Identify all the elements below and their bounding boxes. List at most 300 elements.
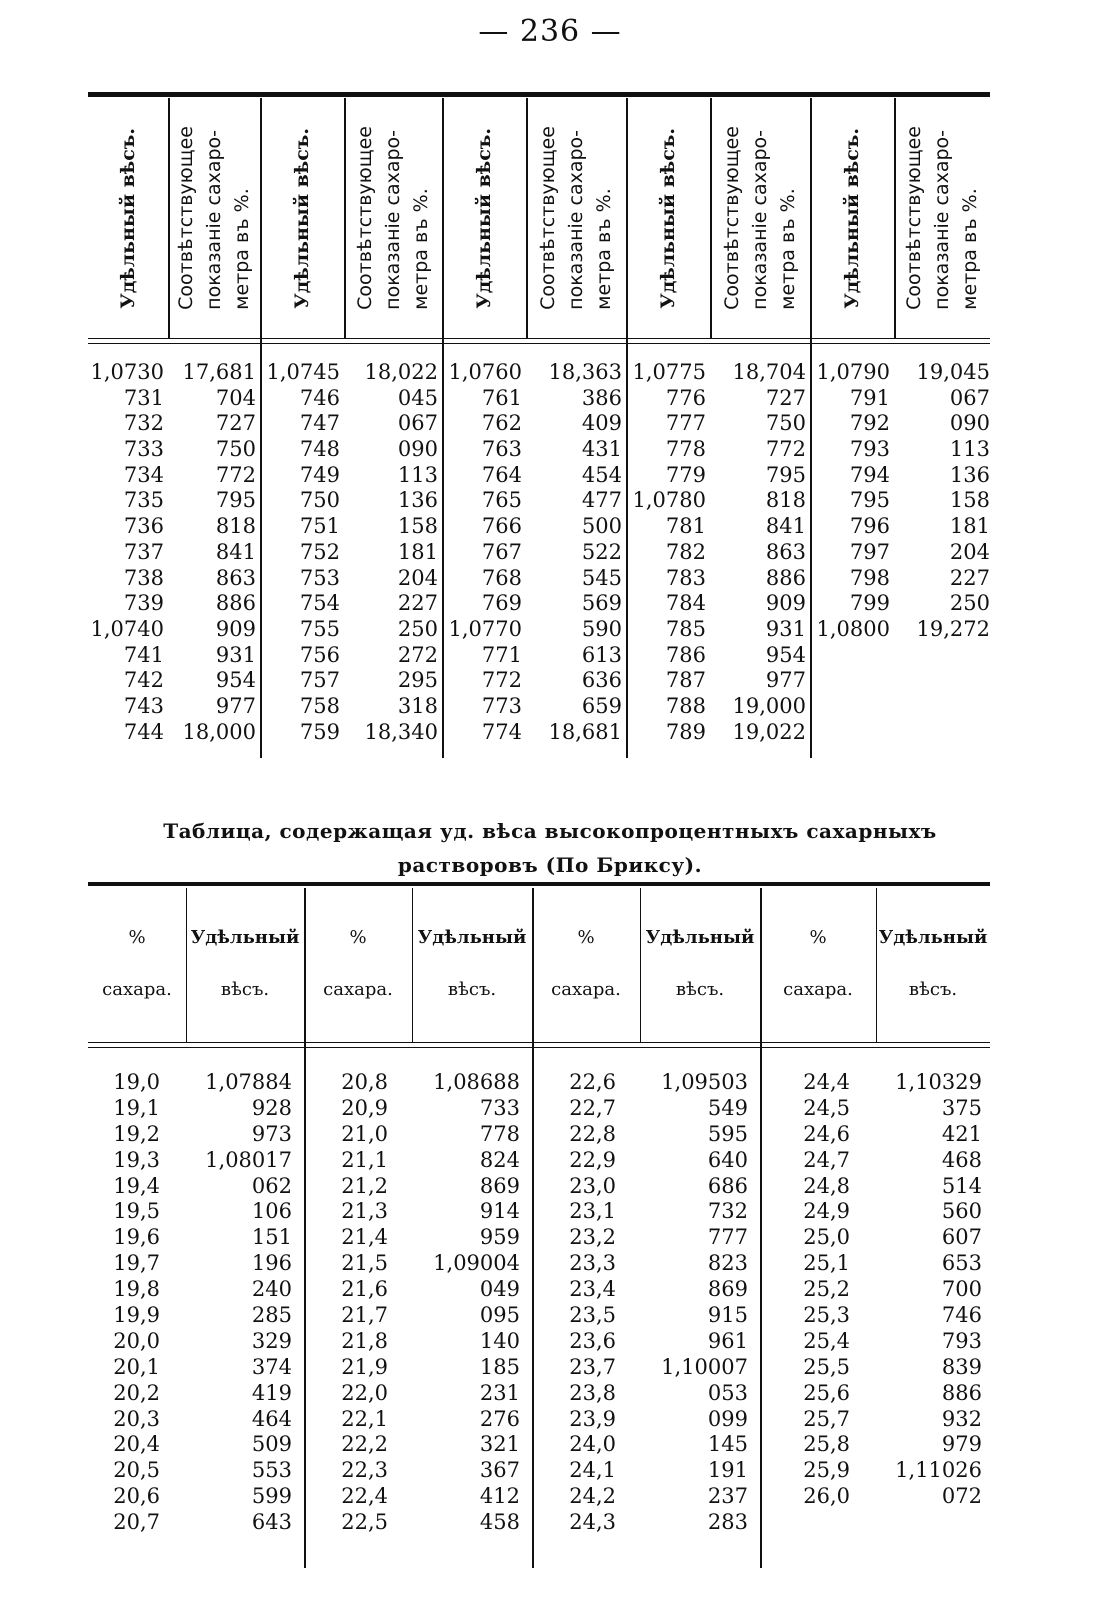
table-cell: 25,0: [803, 1225, 850, 1250]
table-cell: 607: [941, 1225, 982, 1250]
table-cell: 1,0740: [90, 616, 164, 641]
table-cell: 514: [941, 1173, 982, 1198]
table-cell: 23,3: [569, 1251, 616, 1276]
table-cell: 734: [123, 462, 164, 487]
table-cell: 19,3: [113, 1147, 160, 1172]
table-cell: 24,1: [569, 1458, 616, 1483]
header-specific-gravity: Удѣльный вѣсъ.: [117, 127, 139, 309]
table-cell: 23,8: [569, 1380, 616, 1405]
header-percent-sugar: % сахара.: [783, 927, 853, 1000]
table1-header-rule-2: [88, 343, 990, 344]
table-cell: 1,0800: [816, 616, 890, 641]
table-cell: 640: [707, 1147, 748, 1172]
table-cell: 19,8: [113, 1277, 160, 1302]
table-cell: 785: [665, 616, 706, 641]
table-cell: 915: [707, 1303, 748, 1328]
table-cell: 25,9: [803, 1458, 850, 1483]
table-cell: 792: [849, 411, 890, 436]
table-cell: 909: [765, 591, 806, 616]
table-cell: 553: [251, 1458, 292, 1483]
table-cell: 755: [299, 616, 340, 641]
header-percent-sugar: % сахара.: [551, 927, 621, 1000]
header-saccharometer-reading: Соотвѣтствующее показаніе сахаро- метра въ %.: [175, 126, 253, 310]
column-saccharometer: [710, 360, 806, 745]
table-cell: 185: [479, 1354, 520, 1379]
table-cell: 767: [481, 539, 522, 564]
table-cell: 636: [581, 668, 622, 693]
table-cell: 21,9: [341, 1354, 388, 1379]
table-cell: 931: [765, 616, 806, 641]
table-cell: 196: [251, 1251, 292, 1276]
header-specific-gravity: Удѣльный вѣсъ.: [473, 127, 495, 309]
header-percent-sugar: % сахара.: [102, 927, 172, 1000]
table-cell: 750: [765, 411, 806, 436]
table-cell: 784: [665, 591, 706, 616]
table-cell: 22,9: [569, 1147, 616, 1172]
table-cell: 421: [941, 1121, 982, 1146]
table-cell: 18,000: [182, 719, 256, 744]
table-cell: 295: [397, 668, 438, 693]
table-cell: 793: [849, 437, 890, 462]
column-specific-gravity: [260, 360, 340, 745]
table-cell: 20,5: [113, 1458, 160, 1483]
table-cell: 1,10329: [895, 1070, 982, 1094]
table-cell: 1,0780: [632, 488, 706, 513]
table-cell: 743: [123, 693, 164, 718]
table-cell: 769: [481, 591, 522, 616]
table-cell: 23,0: [569, 1173, 616, 1198]
table-cell: 560: [941, 1199, 982, 1224]
table-cell: 136: [397, 488, 438, 513]
column-percent-sugar: [304, 1070, 388, 1536]
table-cell: 686: [707, 1173, 748, 1198]
table-cell: 20,1: [113, 1354, 160, 1379]
brix-table: [88, 882, 990, 1572]
column-saccharometer: [344, 360, 438, 745]
table-cell: 1,11026: [895, 1458, 982, 1483]
table-cell: 23,7: [569, 1354, 616, 1379]
table-cell: 752: [299, 539, 340, 564]
column-saccharometer: [894, 360, 990, 643]
table-cell: 509: [251, 1432, 292, 1457]
header-specific-gravity: Удѣльный вѣсъ.: [645, 927, 755, 1000]
table-cell: 067: [397, 411, 438, 436]
table-cell: 794: [849, 462, 890, 487]
table-cell: 386: [581, 385, 622, 410]
table-cell: 765: [481, 488, 522, 513]
table-cell: 768: [481, 565, 522, 590]
table-cell: 412: [479, 1484, 520, 1509]
table-cell: 744: [123, 719, 164, 744]
table-cell: 757: [299, 668, 340, 693]
table-cell: 21,5: [341, 1251, 388, 1276]
table-cell: 746: [941, 1303, 982, 1328]
table-cell: 928: [251, 1095, 292, 1120]
table-cell: 099: [707, 1406, 748, 1431]
header-specific-gravity: Удѣльный вѣсъ.: [417, 927, 527, 1000]
table-cell: 778: [479, 1121, 520, 1146]
header-saccharometer-reading: Соотвѣтствующее показаніе сахаро- метра въ %.: [354, 126, 432, 310]
table-cell: 22,8: [569, 1121, 616, 1146]
table-cell: 19,5: [113, 1199, 160, 1224]
table-cell: 24,6: [803, 1121, 850, 1146]
table-cell: 136: [949, 462, 990, 487]
table-cell: 25,6: [803, 1380, 850, 1405]
table-cell: 21,3: [341, 1199, 388, 1224]
table-cell: 21,2: [341, 1173, 388, 1198]
table-cell: 763: [481, 437, 522, 462]
table-cell: 19,1: [113, 1095, 160, 1120]
table-cell: 454: [581, 462, 622, 487]
table-cell: 753: [299, 565, 340, 590]
table-cell: 22,5: [341, 1510, 388, 1535]
table-cell: 886: [765, 565, 806, 590]
table-cell: 23,9: [569, 1406, 616, 1431]
table-cell: 731: [123, 385, 164, 410]
table-cell: 1,09004: [433, 1251, 520, 1276]
table-cell: 973: [251, 1121, 292, 1146]
table-cell: 24,7: [803, 1147, 850, 1172]
table-cell: 227: [397, 591, 438, 616]
header-saccharometer-reading: Соотвѣтствующее показаніе сахаро- метра въ %.: [721, 126, 799, 310]
table-cell: 158: [397, 514, 438, 539]
table2-top-rule: [88, 882, 990, 886]
table-cell: 869: [479, 1173, 520, 1198]
table-cell: 759: [299, 719, 340, 744]
table-cell: 329: [251, 1328, 292, 1353]
table-cell: 727: [215, 411, 256, 436]
table-cell: 977: [215, 693, 256, 718]
table-cell: 23,1: [569, 1199, 616, 1224]
table-cell: 464: [251, 1406, 292, 1431]
table-cell: 733: [123, 437, 164, 462]
table-cell: 738: [123, 565, 164, 590]
table-cell: 20,8: [341, 1070, 388, 1094]
table-cell: 106: [251, 1199, 292, 1224]
table-cell: 754: [299, 591, 340, 616]
table-cell: 761: [481, 385, 522, 410]
table2-title: Таблица, содержащая уд. вѣса высокопроцентныхъ сахарныхъ растворовъ (По Бриксу).: [163, 819, 937, 877]
column-percent-sugar: [88, 1070, 160, 1536]
table-cell: 145: [707, 1432, 748, 1457]
column-specific-gravity: [876, 1070, 982, 1510]
table-cell: 19,022: [732, 719, 806, 744]
table-cell: 237: [707, 1484, 748, 1509]
table-cell: 477: [581, 488, 622, 513]
table-cell: 778: [665, 437, 706, 462]
table-cell: 20,7: [113, 1510, 160, 1535]
table-cell: 886: [215, 591, 256, 616]
table-cell: 18,704: [732, 360, 806, 384]
table-cell: 569: [581, 591, 622, 616]
table-cell: 756: [299, 642, 340, 667]
table-cell: 25,5: [803, 1354, 850, 1379]
table-cell: 285: [251, 1303, 292, 1328]
table-cell: 19,7: [113, 1251, 160, 1276]
table-cell: 758: [299, 693, 340, 718]
table-cell: 954: [765, 642, 806, 667]
table-cell: 204: [397, 565, 438, 590]
table-cell: 1,0790: [816, 360, 890, 384]
table-cell: 613: [581, 642, 622, 667]
table-cell: 20,4: [113, 1432, 160, 1457]
table-cell: 25,4: [803, 1328, 850, 1353]
table-cell: 914: [479, 1199, 520, 1224]
table-cell: 742: [123, 668, 164, 693]
table-cell: 191: [707, 1458, 748, 1483]
table-cell: 779: [665, 462, 706, 487]
table-cell: 18,022: [364, 360, 438, 384]
table-cell: 095: [479, 1303, 520, 1328]
table-cell: 776: [665, 385, 706, 410]
header-specific-gravity: Удѣльный вѣсъ.: [841, 127, 863, 309]
table-cell: 20,9: [341, 1095, 388, 1120]
column-specific-gravity: [640, 1070, 748, 1536]
table-cell: 863: [765, 539, 806, 564]
header-specific-gravity: Удѣльный вѣсъ.: [190, 927, 300, 1000]
table-cell: 869: [707, 1277, 748, 1302]
table-cell: 795: [215, 488, 256, 513]
table-cell: 732: [123, 411, 164, 436]
table-cell: 732: [707, 1199, 748, 1224]
table-cell: 777: [665, 411, 706, 436]
table-cell: 18,363: [548, 360, 622, 384]
column-saccharometer: [526, 360, 622, 745]
table-cell: 458: [479, 1510, 520, 1535]
table-cell: 090: [949, 411, 990, 436]
table-cell: 18,340: [364, 719, 438, 744]
table-cell: 824: [479, 1147, 520, 1172]
table-cell: 21,8: [341, 1328, 388, 1353]
table-cell: 799: [849, 591, 890, 616]
table-cell: 1,0745: [266, 360, 340, 384]
table-cell: 522: [581, 539, 622, 564]
table-cell: 24,4: [803, 1070, 850, 1094]
header-specific-gravity: Удѣльный вѣсъ.: [291, 127, 313, 309]
table-cell: 788: [665, 693, 706, 718]
table1-header-rule: [88, 338, 990, 339]
table-cell: 750: [215, 437, 256, 462]
table-cell: 704: [215, 385, 256, 410]
table-cell: 21,4: [341, 1225, 388, 1250]
table2-header-rule: [88, 1042, 990, 1043]
table-cell: 841: [215, 539, 256, 564]
table-cell: 750: [299, 488, 340, 513]
table-cell: 24,8: [803, 1173, 850, 1198]
column-saccharometer: [168, 360, 256, 745]
table-cell: 772: [215, 462, 256, 487]
table-cell: 25,3: [803, 1303, 850, 1328]
table-cell: 782: [665, 539, 706, 564]
table-cell: 746: [299, 385, 340, 410]
table-cell: 1,0730: [90, 360, 164, 384]
table-cell: 1,0770: [448, 616, 522, 641]
table-cell: 839: [941, 1354, 982, 1379]
table-cell: 113: [397, 462, 438, 487]
table-cell: 181: [397, 539, 438, 564]
table-cell: 22,7: [569, 1095, 616, 1120]
table-cell: 795: [765, 462, 806, 487]
table-cell: 24,5: [803, 1095, 850, 1120]
table-cell: 321: [479, 1432, 520, 1457]
table-cell: 783: [665, 565, 706, 590]
table-cell: 22,0: [341, 1380, 388, 1405]
table-cell: 590: [581, 616, 622, 641]
table-cell: 773: [481, 693, 522, 718]
table-cell: 736: [123, 514, 164, 539]
column-specific-gravity: [626, 360, 706, 745]
table-cell: 468: [941, 1147, 982, 1172]
table-cell: 795: [849, 488, 890, 513]
table-cell: 067: [949, 385, 990, 410]
table-cell: 954: [215, 668, 256, 693]
table-cell: 20,2: [113, 1380, 160, 1405]
column-specific-gravity: [412, 1070, 520, 1536]
table-cell: 19,272: [916, 616, 990, 641]
table-cell: 959: [479, 1225, 520, 1250]
header-saccharometer-reading: Соотвѣтствующее показаніе сахаро- метра въ %.: [537, 126, 615, 310]
column-specific-gravity: [442, 360, 522, 745]
table-cell: 931: [215, 642, 256, 667]
table-cell: 545: [581, 565, 622, 590]
table-cell: 045: [397, 385, 438, 410]
table-cell: 781: [665, 514, 706, 539]
table-cell: 1,08688: [433, 1070, 520, 1094]
column-percent-sugar: [532, 1070, 616, 1536]
table-cell: 26,0: [803, 1484, 850, 1509]
table-cell: 113: [949, 437, 990, 462]
table-cell: 791: [849, 385, 890, 410]
table-cell: 374: [251, 1354, 292, 1379]
table-cell: 21,0: [341, 1121, 388, 1146]
table-cell: 158: [949, 488, 990, 513]
table-cell: 431: [581, 437, 622, 462]
table-cell: 20,6: [113, 1484, 160, 1509]
table-cell: 787: [665, 668, 706, 693]
table-cell: 049: [479, 1277, 520, 1302]
specific-gravity-table: [88, 92, 990, 764]
table-cell: 090: [397, 437, 438, 462]
table-cell: 961: [707, 1328, 748, 1353]
table-cell: 250: [949, 591, 990, 616]
header-saccharometer-reading: Соотвѣтствующее показаніе сахаро- метра въ %.: [903, 126, 981, 310]
table-cell: 053: [707, 1380, 748, 1405]
table-cell: 818: [765, 488, 806, 513]
table-cell: 1,09503: [661, 1070, 748, 1094]
table-cell: 1,08017: [205, 1147, 292, 1172]
table-cell: 22,2: [341, 1432, 388, 1457]
table-cell: 19,045: [916, 360, 990, 384]
table-cell: 797: [849, 539, 890, 564]
table-cell: 595: [707, 1121, 748, 1146]
table-cell: 204: [949, 539, 990, 564]
table-cell: 23,4: [569, 1277, 616, 1302]
table-cell: 643: [251, 1510, 292, 1535]
table-cell: 17,681: [182, 360, 256, 384]
table-cell: 181: [949, 514, 990, 539]
table-cell: 231: [479, 1380, 520, 1405]
table-cell: 700: [941, 1277, 982, 1302]
table-cell: 1,10007: [661, 1354, 748, 1379]
header-specific-gravity: Удѣльный вѣсъ.: [878, 927, 988, 1000]
table-cell: 21,6: [341, 1277, 388, 1302]
table-cell: 771: [481, 642, 522, 667]
table-cell: 772: [765, 437, 806, 462]
table-cell: 072: [941, 1484, 982, 1509]
table-cell: 772: [481, 668, 522, 693]
header-percent-sugar: % сахара.: [323, 927, 393, 1000]
table-cell: 886: [941, 1380, 982, 1405]
table-cell: 25,1: [803, 1251, 850, 1276]
table-cell: 748: [299, 437, 340, 462]
table-cell: 599: [251, 1484, 292, 1509]
table-cell: 22,4: [341, 1484, 388, 1509]
table-cell: 818: [215, 514, 256, 539]
table-cell: 23,2: [569, 1225, 616, 1250]
table-cell: 375: [941, 1095, 982, 1120]
table-cell: 250: [397, 616, 438, 641]
table-cell: 22,3: [341, 1458, 388, 1483]
table-cell: 1,0775: [632, 360, 706, 384]
table-cell: 741: [123, 642, 164, 667]
table-cell: 276: [479, 1406, 520, 1431]
table-cell: 22,1: [341, 1406, 388, 1431]
table-cell: 21,7: [341, 1303, 388, 1328]
table-cell: 24,3: [569, 1510, 616, 1535]
table-cell: 1,0760: [448, 360, 522, 384]
table-cell: 766: [481, 514, 522, 539]
table-cell: 318: [397, 693, 438, 718]
column-specific-gravity: [810, 360, 890, 643]
table-cell: 25,2: [803, 1277, 850, 1302]
table-cell: 20,3: [113, 1406, 160, 1431]
table2-header-rule-2: [88, 1047, 990, 1048]
table-cell: 793: [941, 1328, 982, 1353]
table-cell: 932: [941, 1406, 982, 1431]
table-cell: 19,000: [732, 693, 806, 718]
column-specific-gravity: [88, 360, 164, 745]
table-cell: 977: [765, 668, 806, 693]
table-cell: 659: [581, 693, 622, 718]
table-cell: 24,9: [803, 1199, 850, 1224]
table-cell: 23,5: [569, 1303, 616, 1328]
table-cell: 21,1: [341, 1147, 388, 1172]
table-cell: 272: [397, 642, 438, 667]
table-cell: 774: [481, 719, 522, 744]
column-specific-gravity: [186, 1070, 292, 1536]
table-cell: 749: [299, 462, 340, 487]
table-cell: 823: [707, 1251, 748, 1276]
table-cell: 24,2: [569, 1484, 616, 1509]
table-cell: 23,6: [569, 1328, 616, 1353]
table-cell: 500: [581, 514, 622, 539]
table-cell: 798: [849, 565, 890, 590]
table-cell: 863: [215, 565, 256, 590]
table-cell: 735: [123, 488, 164, 513]
table-cell: 140: [479, 1328, 520, 1353]
table-cell: 283: [707, 1510, 748, 1535]
table-cell: 909: [215, 616, 256, 641]
table-cell: 796: [849, 514, 890, 539]
table-cell: 19,6: [113, 1225, 160, 1250]
table1-top-rule: [88, 92, 990, 97]
table-cell: 549: [707, 1095, 748, 1120]
table-cell: 25,8: [803, 1432, 850, 1457]
table-cell: 062: [251, 1173, 292, 1198]
table-cell: 739: [123, 591, 164, 616]
table-cell: 227: [949, 565, 990, 590]
table-cell: 737: [123, 539, 164, 564]
